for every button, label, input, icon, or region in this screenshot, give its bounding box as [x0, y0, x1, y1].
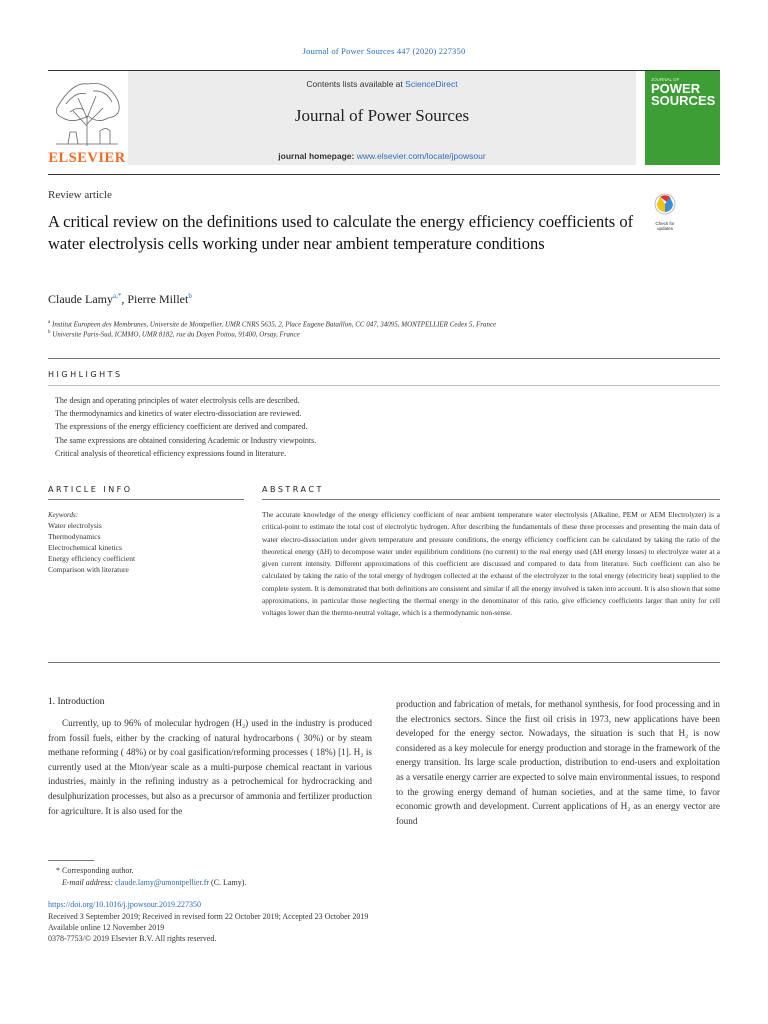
keyword: Energy efficiency coefficient — [48, 554, 136, 563]
cover-title-line-1: POWER — [651, 81, 701, 96]
affiliation-text: Universite Paris-Sud, ICMMO, UMR 8182, rue du Doyen Poitou, 91400, Orsay, France — [52, 330, 300, 339]
cover-title — [651, 83, 715, 107]
abstract-text: The accurate knowledge of the energy efficiency coefficient of near ambient temperature water electrolysis (Alkaline, PEM or AEM Electrolyzer) is a critical-point to estimate the total cost of electrolytic hydrogen. After describing the fundamentals of these three processes and presenting the main data of water electro-dissociation under given temperature and pressure conditions, the energy efficiency coefficient can be calculated by taking the ratio of the theoretical energy (ΔH) to decompose water under equilibrium conditions (no current) to the real energy used (ΔH energy losses) to electrolyze water at a given current intensity. Different approximations of this coefficient are discussed and compared to data from literature. Such coefficient can also be calculated by taking the ratio of the total energy of hydrogen collected at the exhaust of the electrolyzer to the total energy (electricity heat) supplied to the complete system. It is demonstrated that both definitions are consistent and similar if all the energy involved is taken into account. It is also shown that some approximations, in particular those neglecting the thermal energy in the denominator of this ratio, give efficiency coefficients larger than unity for cell voltages lower than the thermo-neutral voltage, which is a thermodynamic non-sense. — [262, 510, 720, 618]
article-type: Review article — [48, 189, 112, 201]
journal-title: Journal of Power Sources — [294, 106, 470, 125]
affiliation-text: Institut Europeen des Membranes, Universite de Montpellier, UMR CNRS 5635, 2, Place Eugene Bataillon, CC 047, 34095, MONTPELLIER Cedex 5, France — [51, 320, 497, 329]
article-title: A critical review on the definitions used to calculate the energy efficiency coefficients of water electrolysis cells working under near ambient temperature conditions — [48, 212, 634, 253]
doi-link[interactable]: https://doi.org/10.1016/j.jpowsour.2019.227350 — [48, 900, 201, 909]
intro-paragraph-left: Currently, up to 96% of molecular hydrogen (H₂) used in the industry is produced from fossil fuels, either by the cracking of natural hydrocarbons ( 30%) or by steam methane reforming ( 48%) or by coal gasification/reforming processes ( 18%) [1]. H₂ is currently used at the Mton/year scale as a multi-purpose chemical reactant in various industries, mainly in the refining industry as a petrochemical for hydrocracking and desulphurization processes, but also as a precursor of ammonia and fertilizer production for agriculture. It is also used for the — [48, 718, 372, 816]
keyword: Water electrolysis — [48, 521, 102, 530]
divider — [48, 358, 720, 359]
sciencedirect-link[interactable]: ScienceDirect — [405, 79, 458, 89]
divider — [48, 385, 720, 386]
check-updates-label: Check for updates — [655, 221, 675, 231]
homepage-label: journal homepage: — [278, 151, 355, 161]
email-link[interactable]: claude.lamy@umontpellier.fr — [115, 878, 210, 887]
affiliation — [48, 330, 300, 338]
affiliation-marker: a — [48, 320, 51, 325]
check-for-updates-badge[interactable] — [652, 192, 678, 231]
highlights-heading: HIGHLIGHTS — [48, 370, 123, 379]
divider — [48, 662, 720, 663]
author-list: Claude Lamy$^{a,*}$, Pierre Millet$^b$ — [48, 292, 192, 306]
divider — [262, 499, 720, 500]
affiliation-marker: b — [48, 330, 51, 335]
section-heading-introduction: 1. Introduction — [48, 697, 105, 707]
email-suffix: (C. Lamy). — [211, 878, 247, 887]
journal-reference[interactable]: Journal of Power Sources 447 (2020) 227350 — [302, 46, 466, 56]
available-online: Available online 12 November 2019 — [48, 923, 165, 932]
highlight-item: The thermodynamics and kinetics of water electro-dissociation are reviewed. — [55, 409, 302, 418]
author-name[interactable]: Pierre Millet — [127, 292, 189, 306]
keyword: Comparison with literature — [48, 565, 129, 574]
elsevier-tree-logo — [48, 76, 126, 148]
homepage-line — [128, 151, 636, 161]
check-updates-icon — [652, 192, 678, 216]
homepage-link[interactable]: www.elsevier.com/locate/jpowsour — [356, 151, 486, 161]
author-superscript[interactable]: a,* — [112, 292, 122, 300]
intro-paragraph-right: production and fabrication of metals, for methanol synthesis, for food processing and in the electronics sectors. Since the first oil crisis in 1973, new applications have been developed for the energy sector. Nowadays, the situation is such that H₂ is now considered as a key molecule for energy production and storage in the framework of the energy transition. Its large scale production, distribution to end-users and exploitation as a versatile energy carrier are expected to solve main environmental issues, to respond to the growing energy demand of human societies, and at the same time, to favor economic growth and development. Current applications of H₂ as an energy vector are found — [396, 699, 720, 826]
header-bottom-rule — [48, 174, 720, 175]
affiliation — [48, 320, 496, 328]
cover-title-line-2: SOURCES — [651, 93, 716, 108]
article-info-heading: ARTICLE INFO — [48, 485, 133, 494]
author-superscript[interactable]: b — [188, 292, 192, 300]
highlight-item: The design and operating principles of water electrolysis cells are described. — [55, 396, 300, 405]
highlight-item: The expressions of the energy efficiency coefficient are derived and compared. — [55, 422, 308, 431]
highlight-item: Critical analysis of theoretical efficiency expressions found in literature. — [55, 449, 287, 458]
received-dates: Received 3 September 2019; Received in revised form 22 October 2019; Accepted 23 October 2019 — [48, 912, 369, 921]
elsevier-wordmark[interactable]: ELSEVIER — [48, 150, 126, 166]
contents-line — [128, 79, 636, 89]
highlight-item: The same expressions are obtained considering Academic or Industry viewpoints. — [55, 436, 317, 445]
cover-small-label: JOURNAL OF — [651, 77, 680, 82]
divider — [48, 499, 244, 500]
copyright-line: 0378-7753/© 2019 Elsevier B.V. All rights reserved. — [48, 934, 217, 943]
abstract-heading: ABSTRACT — [262, 485, 324, 494]
corresponding-author-note: * Corresponding author. — [56, 866, 134, 875]
email-label: E-mail address: — [62, 878, 114, 887]
footnote-rule — [48, 860, 94, 861]
author-name[interactable]: Claude Lamy — [48, 292, 113, 306]
keywords-label: Keywords: — [48, 511, 79, 519]
journal-cover-thumbnail[interactable] — [645, 71, 720, 165]
email-line — [62, 878, 246, 887]
keyword: Thermodynamics — [48, 532, 101, 541]
contents-prefix: Contents lists available at — [306, 79, 403, 89]
keyword: Electrochemical kinetics — [48, 543, 122, 552]
